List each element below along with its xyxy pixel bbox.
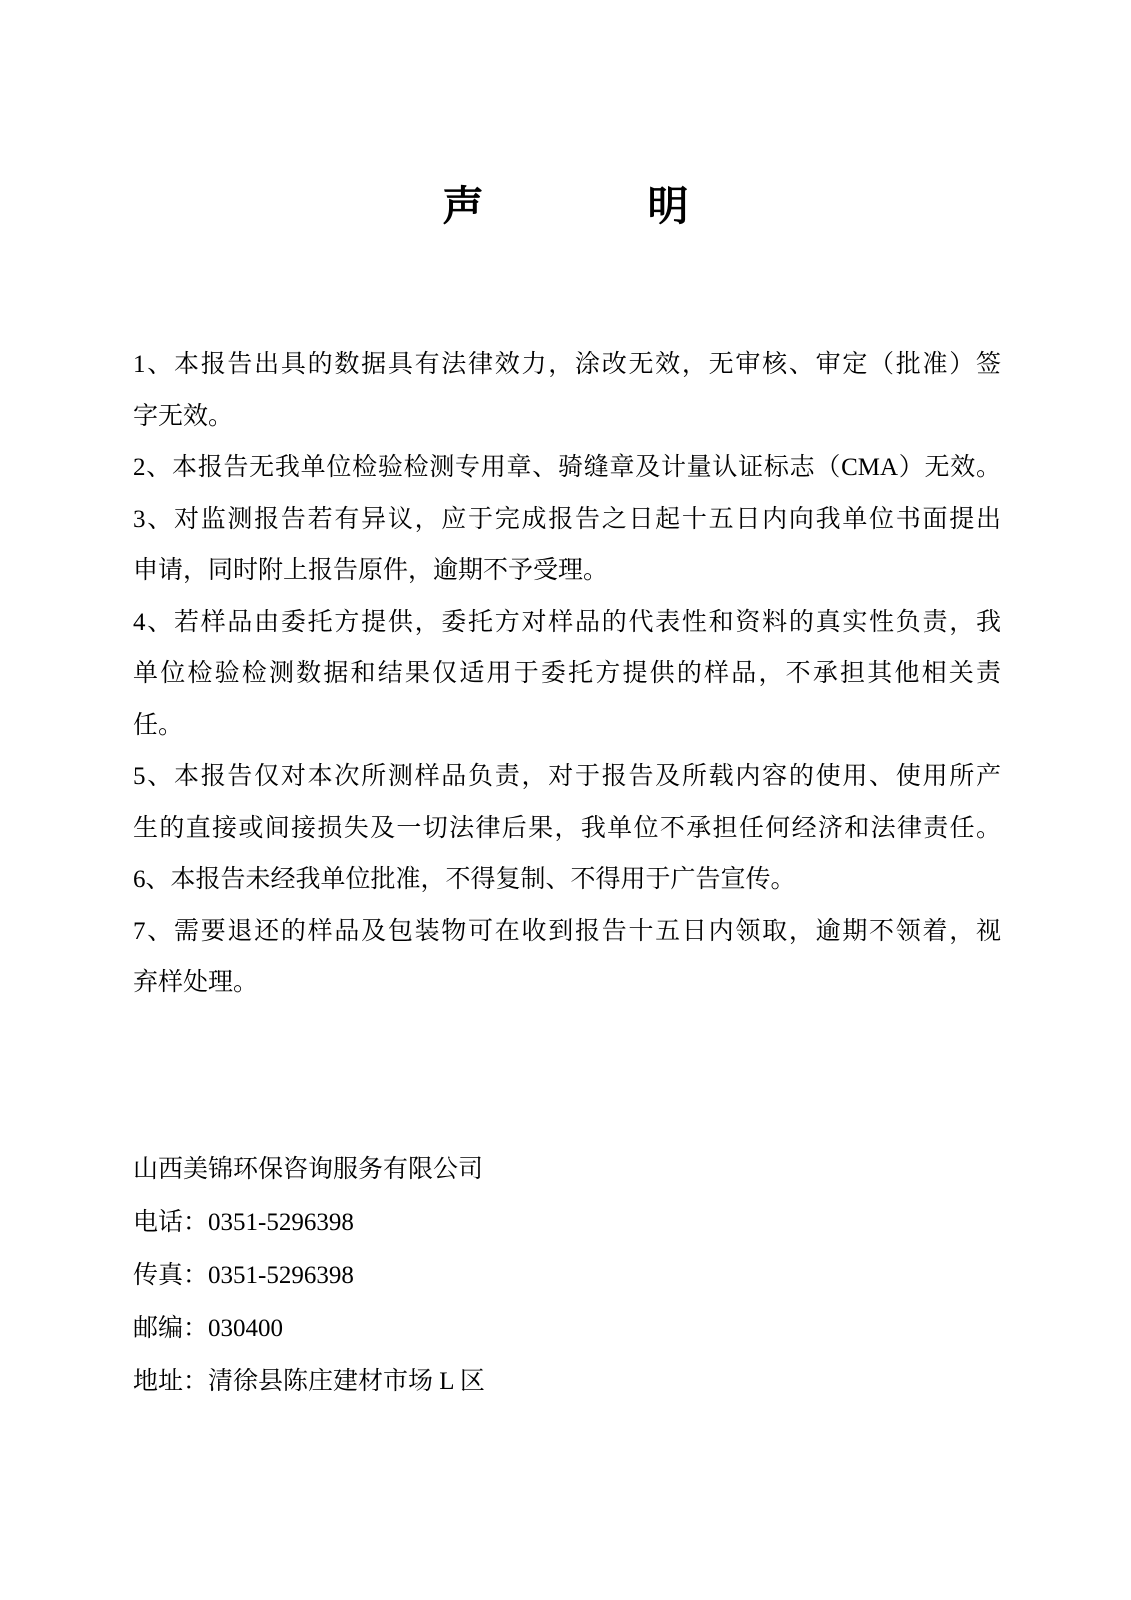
declaration-item-4-line-1: 4、若样品由委托方提供，委托方对样品的代表性和资料的真实性负责，我 xyxy=(133,608,1001,636)
postcode-label: 邮编： xyxy=(133,1315,209,1342)
declaration-item-4-line-2: 单位检验检测数据和结果仅适用于委托方提供的样品，不承担其他相关责 xyxy=(133,660,1001,687)
phone-label: 电话： xyxy=(133,1209,209,1236)
declaration-item-5-line-2: 生的直接或间接损失及一切法律后果，我单位不承担任何经济和法律责任。 xyxy=(133,814,1001,842)
postcode-value: 030400 xyxy=(208,1315,284,1342)
company-name: 山西美锦环保咨询服务有限公司 xyxy=(133,1156,484,1183)
declaration-item-5-line-1: 5、本报告仅对本次所测样品负责，对于报告及所载内容的使用、使用所产 xyxy=(133,763,1001,790)
declaration-item-3-line-1: 3、对监测报告若有异议，应于完成报告之日起十五日内向我单位书面提出 xyxy=(133,505,1001,533)
contact-block xyxy=(133,1143,1001,1408)
declaration-item-1-line-1: 1、本报告出具的数据具有法律效力，涂改无效，无审核、审定（批准）签 xyxy=(133,351,1001,378)
declaration-body xyxy=(133,339,1001,1009)
contact-address xyxy=(133,1355,1001,1408)
address-label: 地址： xyxy=(133,1368,209,1395)
fax-label: 传真： xyxy=(133,1262,209,1289)
declaration-item-4-line-3: 任。 xyxy=(133,711,184,739)
contact-postcode xyxy=(133,1302,1001,1355)
fax-value: 0351-5296398 xyxy=(208,1262,354,1289)
contact-phone xyxy=(133,1196,1001,1249)
address-value: 清徐县陈庄建材市场 L 区 xyxy=(208,1368,485,1395)
declaration-item-6-line-1: 6、本报告未经我单位批准，不得复制、不得用于广告宣传。 xyxy=(133,866,796,893)
declaration-item-1-line-2: 字无效。 xyxy=(133,402,234,430)
contact-fax xyxy=(133,1249,1001,1302)
declaration-item-2-line-1: 2、本报告无我单位检验检测专用章、骑缝章及计量认证标志（CMA）无效。 xyxy=(133,454,1001,481)
declaration-item-7-line-1: 7、需要退还的样品及包装物可在收到报告十五日内领取，逾期不领着，视 xyxy=(133,917,1001,945)
declaration-item-3-line-2: 申请，同时附上报告原件，逾期不予受理。 xyxy=(133,557,609,584)
declaration-item-7-line-2: 弃样处理。 xyxy=(133,969,259,996)
page-title: 声 明 xyxy=(442,183,689,229)
phone-value: 0351-5296398 xyxy=(208,1209,354,1236)
